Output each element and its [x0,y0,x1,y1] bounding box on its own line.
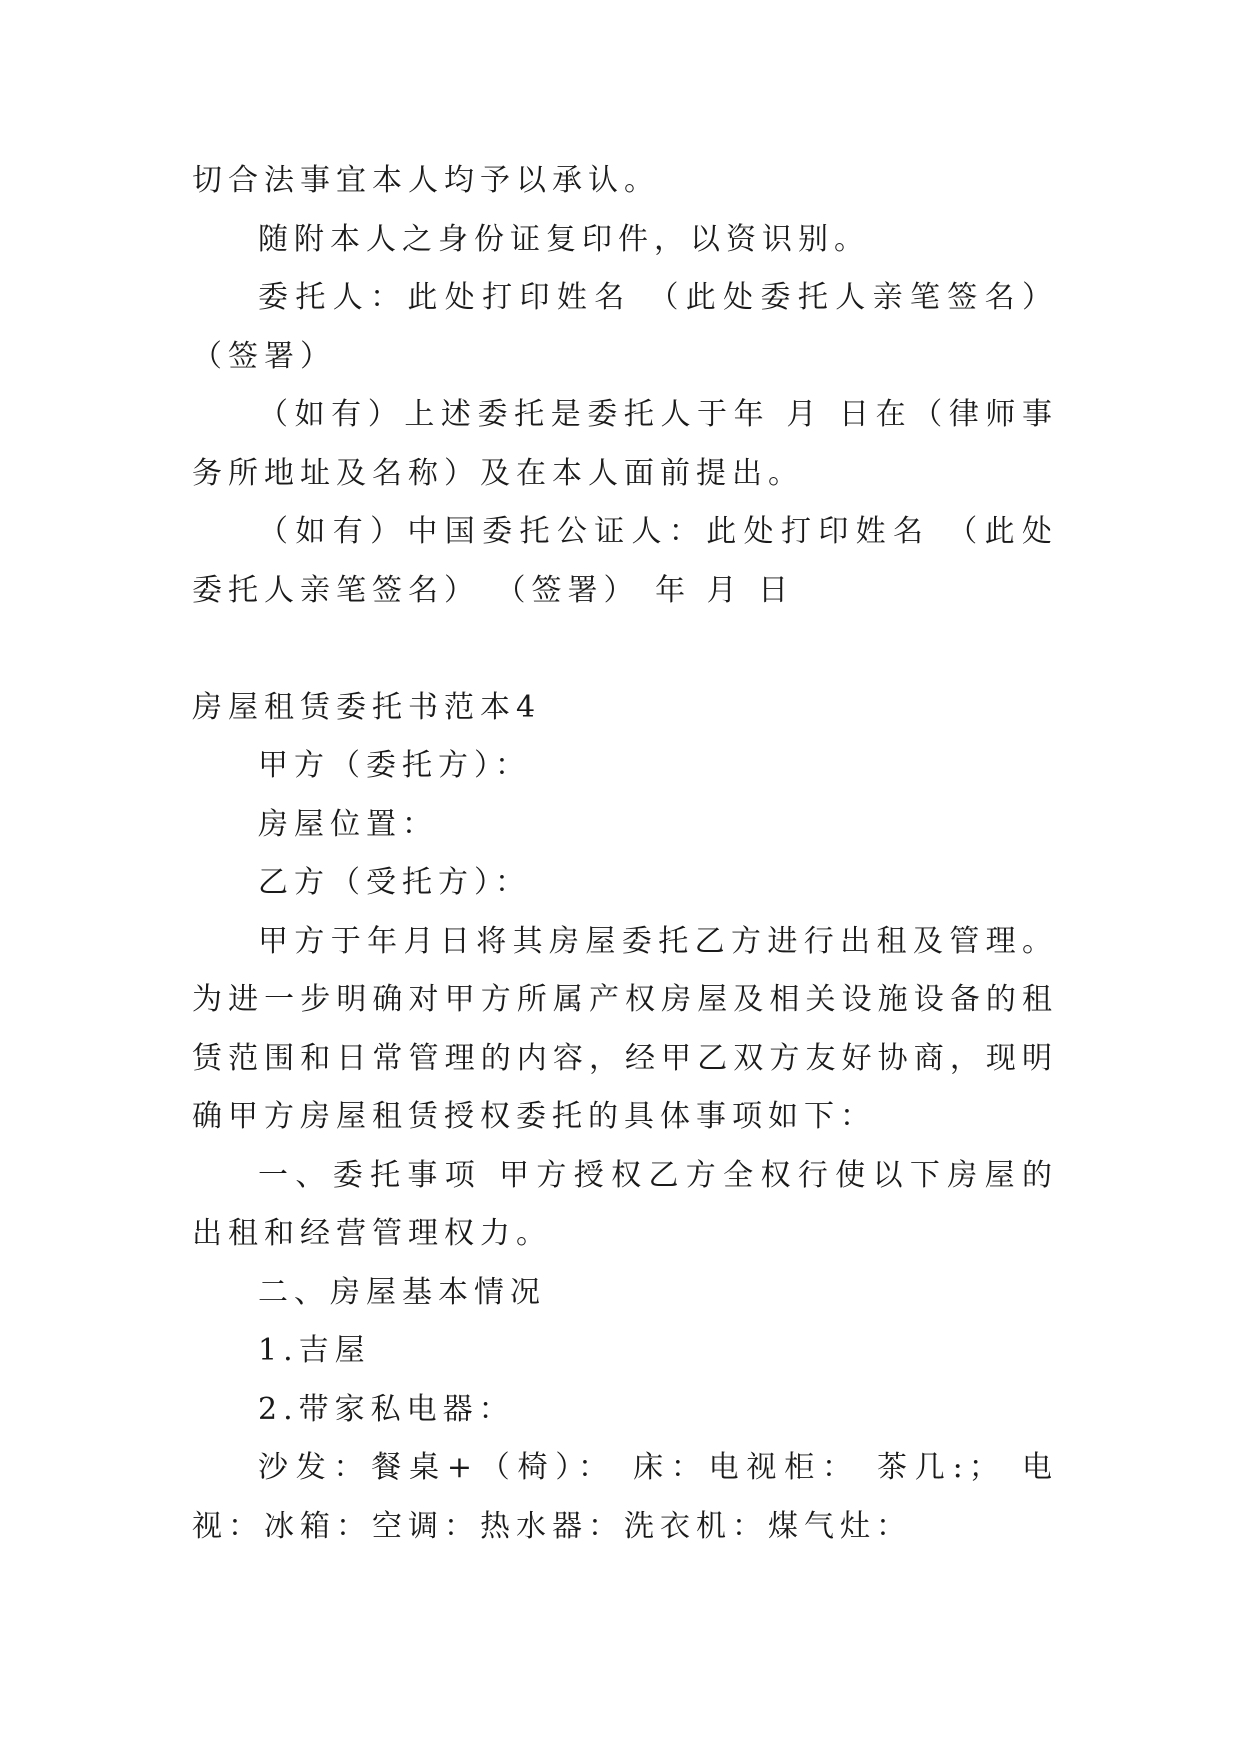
paragraph-id-copy-attached: 随附本人之身份证复印件，以资识别。 [258,221,870,257]
section-spacer [192,620,1058,679]
list-item-furniture-appliances: 2.带家私电器： [258,1391,515,1427]
document-page [192,152,1058,1556]
heading-house-basics: 二、房屋基本情况 [258,1274,546,1310]
paragraph-law-firm-statement: （如有）上述委托是委托人于年 月 日在（律师事务所地址及名称）及在本人面前提出。 [192,397,1058,491]
house-location-line: 房屋位置： [258,806,438,842]
section-title: 房屋租赁委托书范本4 [192,689,542,725]
paragraph-principal-signature: 委托人：此处打印姓名 （此处委托人亲笔签名） （签署） [192,280,1058,374]
paragraph-appliance-list: 沙发：餐桌+（椅）： 床：电视柜： 茶几:； 电视：冰箱：空调：热水器：洗衣机：煤气灶： [192,1450,1058,1544]
party-b-line: 乙方（受托方）： [258,865,531,900]
paragraph-delegation-items: 一、委托事项 甲方授权乙方全权行使以下房屋的出租和经营管理权力。 [192,1157,1058,1251]
paragraph-delegation-intro: 甲方于年月日将其房屋委托乙方进行出租及管理。为进一步明确对甲方所属产权房屋及相关设施设备的租赁范围和日常管理的内容，经甲乙双方友好协商，现明确甲方房屋租赁授权委托的具体事项如下： [192,923,1058,1134]
paragraph-continuation: 切合法事宜本人均予以承认。 [192,163,660,198]
list-item-vacant-house: 1.吉屋 [258,1333,371,1368]
paragraph-notary-signature: （如有）中国委托公证人：此处打印姓名 （此处委托人亲笔签名） （签署） 年 月 日 [192,514,1058,608]
party-a-line: 甲方（委托方）： [258,748,531,783]
